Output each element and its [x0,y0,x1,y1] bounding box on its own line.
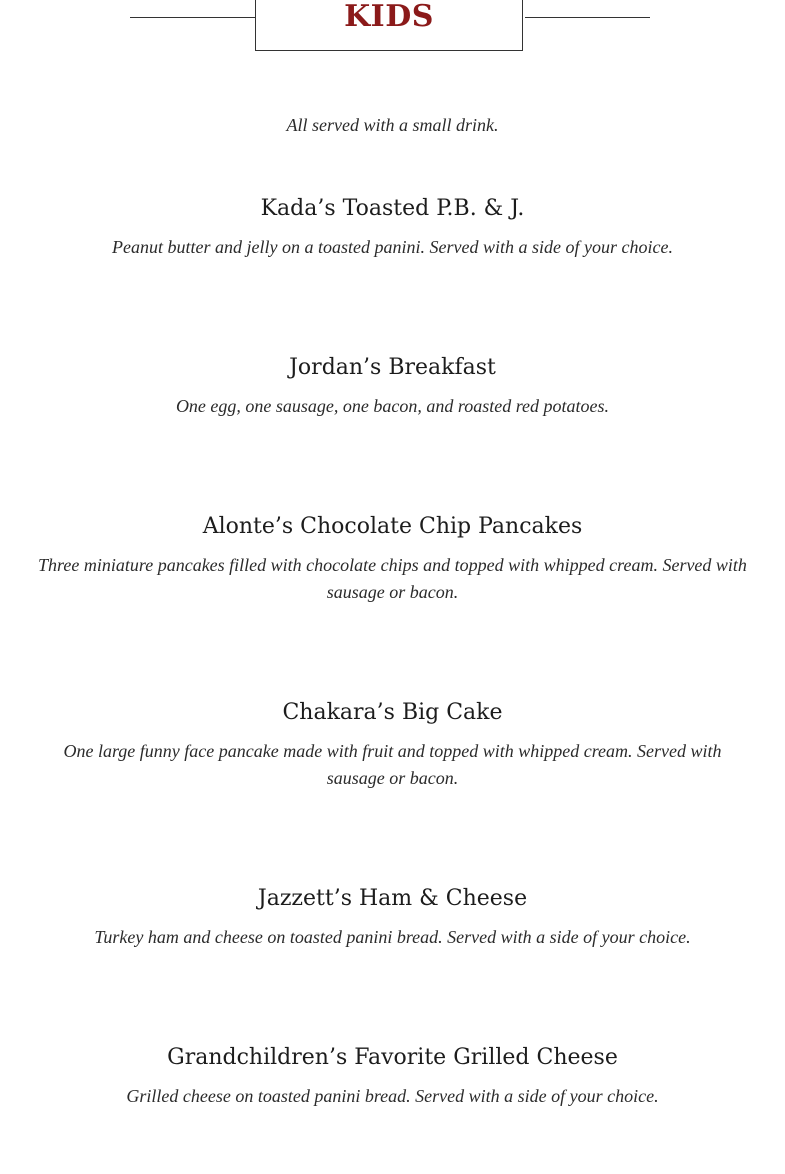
section-note: All served with a small drink. [286,115,499,135]
menu-item [0,1043,785,1110]
section-title: KIDS [344,0,434,34]
menu-item-description: One egg, one sausage, one bacon, and roasted red potatoes. [175,396,610,416]
section-title-box [255,0,523,51]
section-header [0,0,785,60]
menu-item-description: Three miniature pancakes filled with chocolate chips and topped with whipped cream. Served with sausage or bacon. [38,555,747,602]
menu-item-name: Kada’s Toasted P.B. & J. [260,196,525,221]
menu-item-description: Turkey ham and cheese on toasted panini bread. Served with a side of your choice. [94,927,691,947]
menu-item [0,698,785,792]
menu-item-description: Peanut butter and jelly on a toasted panini. Served with a side of your choice. [112,237,673,257]
header-rule-right [525,17,650,18]
menu-item [0,512,785,606]
menu-item-name: Chakara’s Big Cake [282,700,503,725]
menu-item [0,194,785,261]
menu-item [0,353,785,420]
menu-item-description: One large funny face pancake made with fruit and topped with whipped cream. Served with sausage or bacon. [63,741,722,788]
menu-item-name: Jazzett’s Ham & Cheese [257,886,528,911]
menu-item-name: Jordan’s Breakfast [289,355,496,380]
header-rule-left [130,17,255,18]
menu-item [0,884,785,951]
menu-item-name: Alonte’s Chocolate Chip Pancakes [202,514,583,539]
menu-item-name: Grandchildren’s Favorite Grilled Cheese [167,1045,618,1070]
menu-item-description: Grilled cheese on toasted panini bread. Served with a side of your choice. [126,1086,659,1106]
